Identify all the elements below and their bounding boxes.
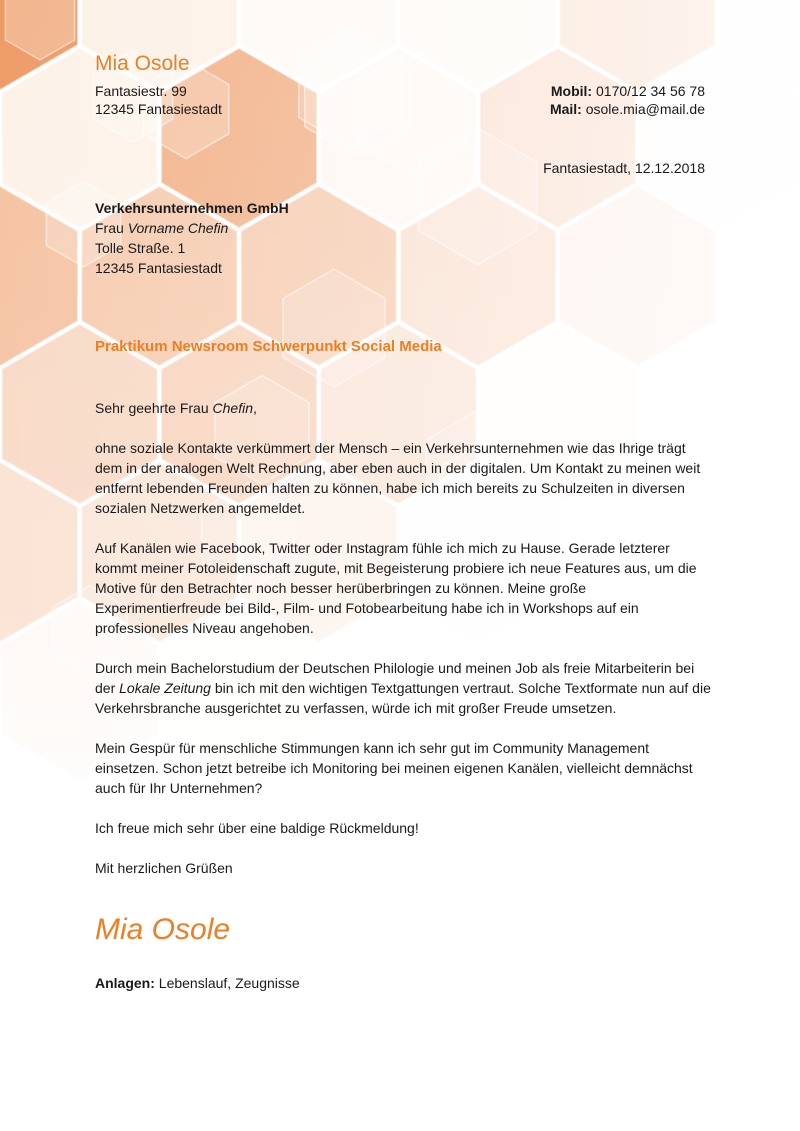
paragraph-3-start: Durch mein Bachelorstudium der Deutschen Philologie und meinen Job als freie Mitarbeiterin bei der [95,660,695,696]
recipient-contact [95,218,228,238]
mobile-number[interactable]: 0170/12 34 56 78 [596,83,705,99]
sender-street: Fantasiestr. 99 [95,83,187,99]
mail-label: Mail: [549,101,582,117]
paragraph-2: Auf Kanälen wie Facebook, Twitter oder Instagram fühle ich mich zu Hause. Gerade letzterer kommt meiner Fotoleidenschaft zugute, mit Begeisterung probiere ich neue Features aus, um die Motive für den Betrachter noch besser herüberbringen zu können. Meine große Experimentierfreude bei Bild-, Film- und Fotobearbeitung habe ich in Workshops auf ein professionelles Niveau angehoben. [95,540,697,636]
sender-name: Mia Osole [95,52,190,75]
sender-city: 12345 Fantasiestadt [95,101,222,117]
sender-mail [550,99,705,119]
signature: Mia Osole [95,913,231,946]
greeting-suffix: , [252,400,257,416]
greeting [95,398,715,418]
letter-body [95,398,715,898]
letter-date: Fantasiestadt, 12.12.2018 [543,160,705,176]
attachments-value: Lebenslauf, Zeugnisse [158,975,300,991]
paragraph-3 [95,658,715,718]
sender-mobile [551,81,705,101]
closing: Mit herzlichen Grüßen [95,860,233,876]
recipient-contact-name: Vorname Chefin [127,220,229,236]
recipient-company: Verkehrsunternehmen GmbH [95,200,289,216]
mail-address[interactable]: osole.mia@mail.de [585,101,705,117]
recipient-street: Tolle Straße. 1 [95,240,186,256]
paragraph-5: Ich freue mich sehr über eine baldige Rückmeldung! [95,820,419,836]
greeting-name: Chefin [212,400,253,416]
recipient-city: 12345 Fantasiestadt [95,260,222,276]
mobile-label: Mobil: [550,83,593,99]
newspaper-name: Lokale Zeitung [119,680,211,696]
paragraph-1: ohne soziale Kontakte verkümmert der Mensch – ein Verkehrsunternehmen wie das Ihrige trägt dem in der analogen Welt Rechnung, aber eben auch in der digitalen. Um Kontakt zu meinen weit entfernt lebenden Freunden halten zu können, habe ich mich bereits zu Schulzeiten in diversen sozialen Netzwerken angemeldet. [95,440,701,516]
paragraph-3-end: bin ich mit den wichtigen Textgattungen vertraut. Solche Textformate nun auf die Verkehrsbranche ausgerichtet zu verfassen, würde ich mit großer Freude umsetzen. [95,680,711,716]
attachments [95,973,300,993]
recipient-salutation: Frau [95,220,124,236]
greeting-prefix: Sehr geehrte Frau [95,400,209,416]
letter-subject: Praktikum Newsroom Schwerpunkt Social Media [95,338,442,355]
paragraph-4: Mein Gespür für menschliche Stimmungen kann ich sehr gut im Community Management einsetzen. Schon jetzt betreibe ich Monitoring bei meinen eigenen Kanälen, vielleicht demnächst auch für Ihr Unternehmen? [95,740,693,796]
attachments-label: Anlagen: [95,975,155,991]
